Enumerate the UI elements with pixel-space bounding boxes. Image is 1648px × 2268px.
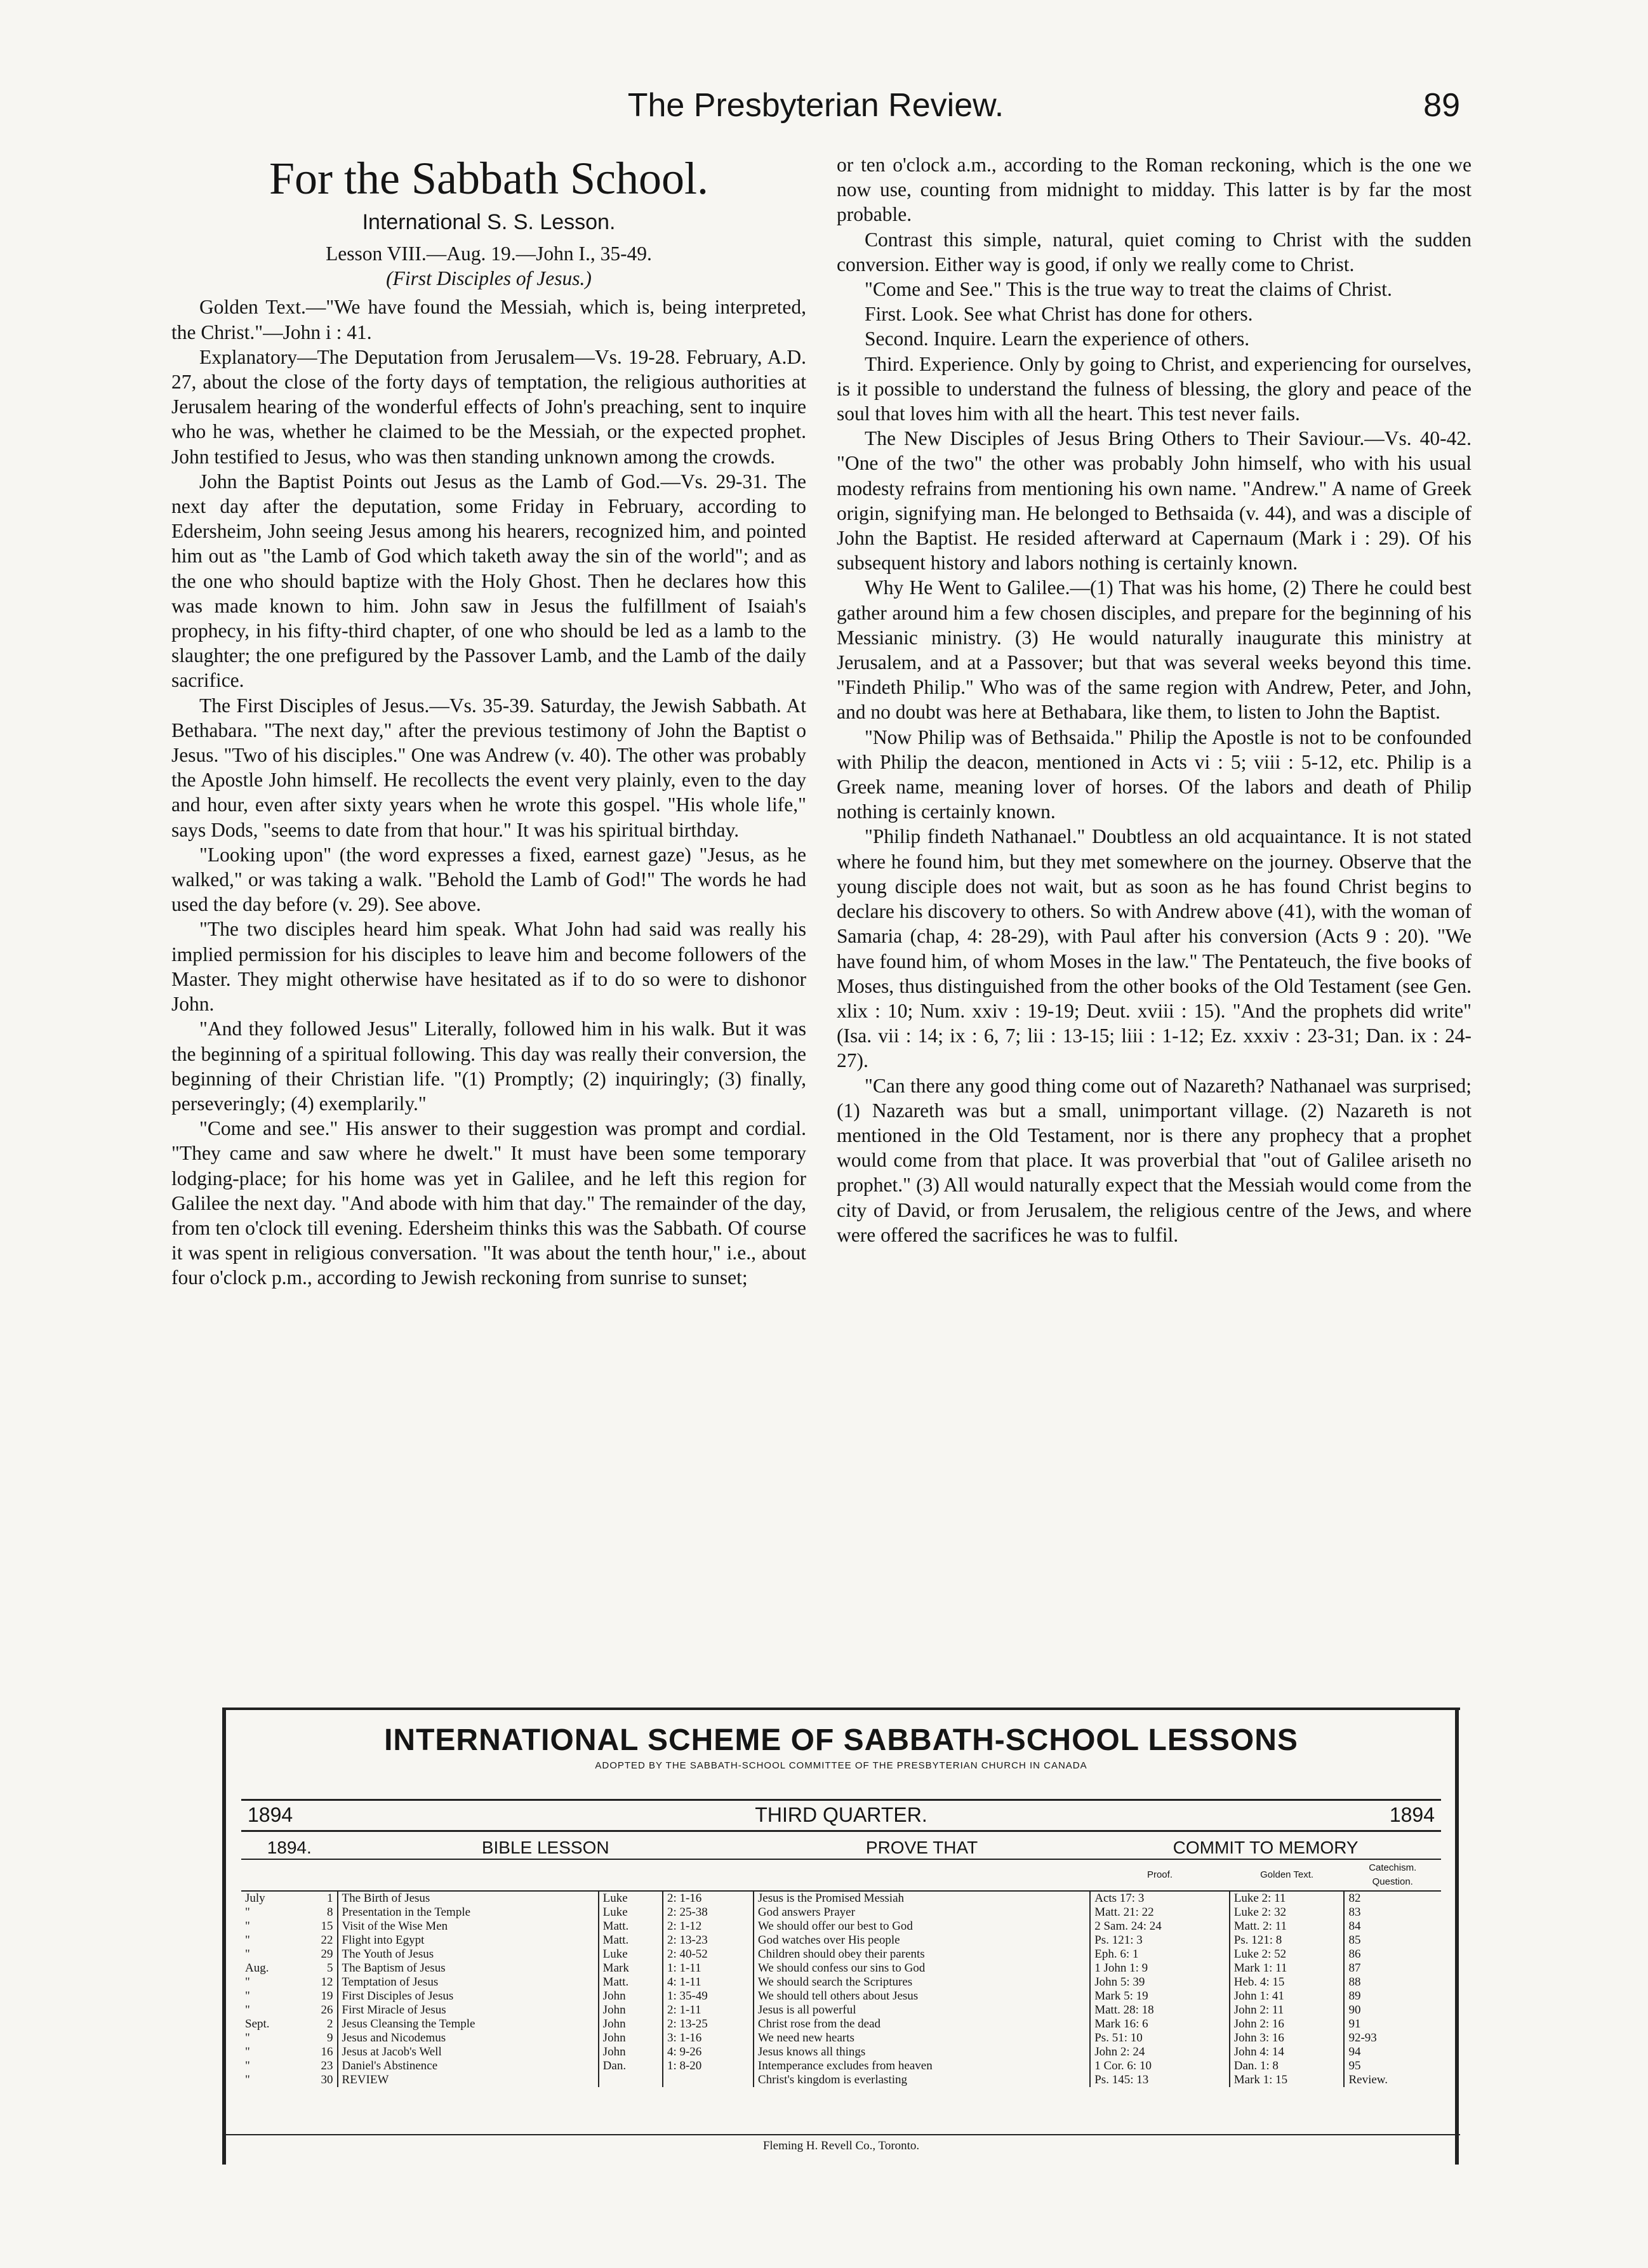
cell-reference: 4: 1-11	[663, 1975, 754, 1989]
paragraph: "Come and see." His answer to their suggestion was prompt and cordial. "They came and saw where he dwelt." It must have been some temporary lodging-place; for his home was yet in Galilee, and he left this region for Galilee the next day. "And abode with him that day." The remainder of the day, from ten o'clock till evening. Edersheim thinks this was the Sabbath. Of course it was spent in religious conversation. "It was about the tenth hour," i.e., about four o'clock p.m., according to Jewish reckoning from sunrise to sunset;	[171, 1117, 806, 1289]
cell-catechism: 94	[1344, 2045, 1441, 2059]
cell-reference: 2: 25-38	[663, 1906, 754, 1920]
table-row	[241, 1891, 1441, 1906]
quarter-label: THIRD QUARTER.	[755, 1803, 927, 1826]
paragraph: The First Disciples of Jesus.—Vs. 35-39. Saturday, the Jewish Sabbath. At Bethabara. "The next day," after the previous testimony of John the Baptist o Jesus. "Two of his disciples." One was Andrew (v. 40). The other was probably the Apostle John himself. He recollects the event very plainly, even to the day and hour, even after sixty years when he wrote this gospel. "His whole life," says Dods, "seems to date from that hour." It was his spiritual birthday.	[171, 694, 806, 841]
paragraph: Contrast this simple, natural, quiet coming to Christ with the sudden conversion. Either way is good, if only we really come to Christ.	[837, 228, 1472, 275]
cell-day: 22	[321, 1933, 333, 1947]
cell-lesson-title: Daniel's Abstinence	[338, 2059, 599, 2073]
cell-proof: 2 Sam. 24: 24	[1090, 1920, 1230, 1933]
cell-proof: Eph. 6: 1	[1090, 1947, 1230, 1961]
scheme-adopted-note: ADOPTED BY THE SABBATH-SCHOOL COMMITTEE OF THE PRESBYTERIAN CHURCH IN CANADA	[595, 1760, 1087, 1771]
golden-text-header: Golden Text.	[1230, 1859, 1345, 1891]
cell-lesson-title: Visit of the Wise Men	[338, 1920, 599, 1933]
cell-golden-text: John 3: 16	[1230, 2031, 1345, 2045]
cell-catechism: 91	[1344, 2017, 1441, 2031]
year-left: 1894	[248, 1803, 293, 1826]
cell-day: 19	[321, 1989, 333, 2003]
cell-catechism: 88	[1344, 1975, 1441, 1989]
cell-proof: 1 John 1: 9	[1090, 1961, 1230, 1975]
lessons-table	[241, 1837, 1441, 2087]
paragraph: Third. Experience. Only by going to Christ, and experiencing for ourselves, is it possible to understand the fulness of blessing, the glory and peace of the soul that loves him with all the heart. This test never fails.	[837, 352, 1472, 425]
cell-proof: Matt. 21: 22	[1090, 1906, 1230, 1920]
cell-book: Dan.	[599, 2059, 663, 2073]
lesson-line: Lesson VIII.—Aug. 19.—John I., 35-49.	[326, 242, 652, 265]
cell-reference: 3: 1-16	[663, 2031, 754, 2045]
paragraph: "Can there any good thing come out of Nazareth? Nathanael was surprised; (1) Nazareth was but a small, unimportant village. (2) Nazareth is not mentioned in the Old Testament, nor is there any prophecy that a prophet would come from that place. It was proverbial that "out of Galilee ariseth no prophet." (3) All would naturally expect that the Messiah would come from the city of David, or from Jerusalem, the religious centre of the Jews, and where were offered the sacrifices he was to fulfil.	[837, 1074, 1472, 1246]
cell-month: "	[245, 2059, 250, 2072]
cell-day: 8	[327, 1906, 333, 1919]
right-column	[837, 152, 1472, 1247]
table-row	[241, 1989, 1441, 2003]
cell-reference	[663, 2073, 754, 2087]
paragraph: "The two disciples heard him speak. What John had said was really his implied permission for his disciples to leave him and become followers of the Master. They might otherwise have hesitated as if to do so were to dishonor John.	[171, 918, 806, 1016]
cell-lesson-title: Jesus at Jacob's Well	[338, 2045, 599, 2059]
cell-catechism: 83	[1344, 1906, 1441, 1920]
year-header: 1894.	[241, 1837, 338, 1859]
cell-catechism: 86	[1344, 1947, 1441, 1961]
cell-lesson-title: Flight into Egypt	[338, 1933, 599, 1947]
cell-day: 23	[321, 2059, 333, 2072]
year-right: 1894	[1389, 1803, 1435, 1826]
cell-golden-text: Dan. 1: 8	[1230, 2059, 1345, 2073]
cell-day: 12	[321, 1975, 333, 1989]
page-number: 89	[1423, 87, 1460, 124]
cell-book: Matt.	[599, 1975, 663, 1989]
cell-book: Matt.	[599, 1920, 663, 1933]
left-column	[171, 152, 806, 1290]
cell-book: Luke	[599, 1947, 663, 1961]
cell-prove-that: God watches over His people	[754, 1933, 1090, 1947]
cell-catechism: 82	[1344, 1891, 1441, 1906]
cell-reference: 1: 8-20	[663, 2059, 754, 2073]
cell-prove-that: We should confess our sins to God	[754, 1961, 1090, 1975]
table-row	[241, 2059, 1441, 2073]
commit-header: COMMIT TO MEMORY	[1090, 1837, 1441, 1859]
cell-catechism: 89	[1344, 1989, 1441, 2003]
cell-catechism: 95	[1344, 2059, 1441, 2073]
table-row	[241, 1947, 1441, 1961]
cell-reference: 2: 1-16	[663, 1891, 754, 1906]
table-row	[241, 2003, 1441, 2017]
cell-month: July	[245, 1892, 265, 1905]
lessons-body	[241, 1891, 1441, 2087]
cell-reference: 2: 1-11	[663, 2003, 754, 2017]
table-header-row	[241, 1837, 1441, 1859]
cell-book: Luke	[599, 1891, 663, 1906]
cell-month: "	[245, 1920, 250, 1933]
cell-prove-that: Christ rose from the dead	[754, 2017, 1090, 2031]
cell-book: Matt.	[599, 1933, 663, 1947]
cell-lesson-title: First Disciples of Jesus	[338, 1989, 599, 2003]
cell-book	[599, 2073, 663, 2087]
paragraph: or ten o'clock a.m., according to the Roman reckoning, which is the one we now use, counting from midnight to midday. This latter is by far the most probable.	[837, 154, 1472, 226]
cell-golden-text: John 1: 41	[1230, 1989, 1345, 2003]
cell-day: 16	[321, 2045, 333, 2059]
cell-proof: Ps. 51: 10	[1090, 2031, 1230, 2045]
scheme-title: INTERNATIONAL SCHEME OF SABBATH-SCHOOL LESSONS	[384, 1723, 1298, 1757]
table-row	[241, 1933, 1441, 1947]
cell-golden-text: Luke 2: 11	[1230, 1891, 1345, 1906]
cell-month: "	[245, 2003, 250, 2017]
cell-lesson-title: First Miracle of Jesus	[338, 2003, 599, 2017]
cell-lesson-title: Jesus and Nicodemus	[338, 2031, 599, 2045]
paragraph: Explanatory—The Deputation from Jerusalem—Vs. 19-28. February, A.D. 27, about the close of the forty days of temptation, the religious authorities at Jerusalem hearing of the wonderful effects of John's preaching, sent to inquire who he was, whether he claimed to be the Messiah, or the expected prophet. John testified to Jesus, who was then standing unknown among the crowds.	[171, 345, 806, 468]
table-row	[241, 1920, 1441, 1933]
paragraph: Golden Text.—"We have found the Messiah, which is, being interpreted, the Christ."—John i : 41.	[171, 296, 806, 343]
publisher-footnote: Fleming H. Revell Co., Toronto.	[222, 2134, 1460, 2153]
cell-proof: Matt. 28: 18	[1090, 2003, 1230, 2017]
cell-prove-that: Jesus is the Promised Messiah	[754, 1891, 1090, 1906]
table-row	[241, 1975, 1441, 1989]
cell-day: 30	[321, 2073, 333, 2086]
cell-golden-text: John 4: 14	[1230, 2045, 1345, 2059]
cell-month: "	[245, 1975, 250, 1989]
cell-day: 29	[321, 1947, 333, 1961]
cell-catechism: 84	[1344, 1920, 1441, 1933]
cell-book: Luke	[599, 1906, 663, 1920]
cell-reference: 2: 1-12	[663, 1920, 754, 1933]
cell-catechism: 90	[1344, 2003, 1441, 2017]
cell-reference: 1: 35-49	[663, 1989, 754, 2003]
cell-prove-that: We should tell others about Jesus	[754, 1989, 1090, 2003]
catechism-header: Catechism. Question.	[1344, 1859, 1441, 1891]
quarter-row	[241, 1799, 1441, 1832]
section-title: For the Sabbath School.	[269, 153, 708, 204]
cell-golden-text: Matt. 2: 11	[1230, 1920, 1345, 1933]
paragraph: "And they followed Jesus" Literally, followed him in his walk. But it was the beginning of a spiritual following. This day was really their conversion, the beginning of their Christian life. "(1) Promptly; (2) inquiringly; (3) finally, perseveringly; (4) exemplarily."	[171, 1018, 806, 1115]
cell-reference: 4: 9-26	[663, 2045, 754, 2059]
cell-golden-text: Mark 1: 15	[1230, 2073, 1345, 2087]
cell-day: 2	[327, 2017, 333, 2031]
running-header	[171, 81, 1460, 132]
cell-proof: Ps. 145: 13	[1090, 2073, 1230, 2087]
cell-catechism: Review.	[1344, 2073, 1441, 2087]
paragraph: "Come and See." This is the true way to treat the claims of Christ.	[865, 278, 1392, 301]
cell-proof: Mark 16: 6	[1090, 2017, 1230, 2031]
cell-lesson-title: The Youth of Jesus	[338, 1947, 599, 1961]
cell-month: "	[245, 1933, 250, 1947]
lesson-subtitle: (First Disciples of Jesus.)	[386, 267, 592, 290]
table-row	[241, 1961, 1441, 1975]
cell-book: John	[599, 2045, 663, 2059]
cell-month: Sept.	[245, 2017, 270, 2031]
cell-golden-text: John 2: 16	[1230, 2017, 1345, 2031]
cell-golden-text: Luke 2: 52	[1230, 1947, 1345, 1961]
lesson-scheme	[222, 1708, 1460, 2167]
cell-proof: John 2: 24	[1090, 2045, 1230, 2059]
cell-month: "	[245, 2045, 250, 2059]
cell-golden-text: John 2: 11	[1230, 2003, 1345, 2017]
cell-prove-that: Jesus knows all things	[754, 2045, 1090, 2059]
table-row	[241, 2031, 1441, 2045]
cell-proof: 1 Cor. 6: 10	[1090, 2059, 1230, 2073]
cell-day: 1	[327, 1892, 333, 1905]
cell-book: Mark	[599, 1961, 663, 1975]
cell-month: "	[245, 2031, 250, 2045]
cell-catechism: 92-93	[1344, 2031, 1441, 2045]
cell-prove-that: Christ's kingdom is everlasting	[754, 2073, 1090, 2087]
cell-lesson-title: Jesus Cleansing the Temple	[338, 2017, 599, 2031]
paragraph: Why He Went to Galilee.—(1) That was his home, (2) There he could best gather around him a few chosen disciples, and prepare for the beginning of his Messianic ministry. (3) He would naturally inaugurate this ministry at Jerusalem, and at a Passover; but that was several weeks beyond this time. "Findeth Philip." Who was of the same region with Andrew, Peter, and John, and no doubt was here at Bethabara, like them, to listen to John the Baptist.	[837, 576, 1472, 724]
cell-day: 9	[327, 2031, 333, 2045]
cell-lesson-title: The Birth of Jesus	[338, 1891, 599, 1906]
cell-book: John	[599, 1989, 663, 2003]
paragraph: First. Look. See what Christ has done for others.	[865, 303, 1253, 326]
cell-proof: Mark 5: 19	[1090, 1989, 1230, 2003]
cell-golden-text: Luke 2: 32	[1230, 1906, 1345, 1920]
cell-golden-text: Ps. 121: 8	[1230, 1933, 1345, 1947]
cell-month: Aug.	[245, 1961, 269, 1975]
table-row	[241, 2045, 1441, 2059]
cell-prove-that: Jesus is all powerful	[754, 2003, 1090, 2017]
cell-day: 15	[321, 1920, 333, 1933]
cell-day: 26	[321, 2003, 333, 2017]
paragraph: "Philip findeth Nathanael." Doubtless an old acquaintance. It is not stated where he found him, but they met somewhere on the journey. Observe that the young disciple does not wait, but as soon as he has found Christ begins to declare his discovery to others. So with Andrew above (41), with the woman of Samaria (chap, 4: 28-29), with Paul after his conversion (Acts 9 : 20). "We have found him, of whom Moses in the law." The Pentateuch, the five books of Moses, thus distinguished from the other books of the Old Testament (see Gen. xlix : 10; Num. xxiv : 19-19; Deut. xviii : 15). "And the prophets did write" (Isa. vii : 14; ix : 6, 7; lii : 13-15; liii : 1-12; Ez. xxxiv : 23-31; Dan. ix : 24-27).	[837, 825, 1472, 1072]
cell-prove-that: Children should obey their parents	[754, 1947, 1090, 1961]
cell-prove-that: We need new hearts	[754, 2031, 1090, 2045]
cell-month: "	[245, 1989, 250, 2003]
cell-month: "	[245, 1947, 250, 1961]
proof-header: Proof.	[1090, 1859, 1230, 1891]
paragraph: "Looking upon" (the word expresses a fixed, earnest gaze) "Jesus, as he walked," or was taking a walk. "Behold the Lamb of God!" The words he had used the day before (v. 29). See above.	[171, 843, 806, 916]
cell-month: "	[245, 1906, 250, 1919]
paragraph: "Now Philip was of Bethsaida." Philip the Apostle is not to be confounded with Philip the deacon, mentioned in Acts vi : 5; viii : 5-12, etc. Philip is a Greek name, meaning lover of horses. Of the labors and death of Philip nothing is certainly known.	[837, 726, 1472, 823]
table-row	[241, 2017, 1441, 2031]
cell-lesson-title: The Baptism of Jesus	[338, 1961, 599, 1975]
table-subheader-row	[241, 1859, 1441, 1891]
table-row	[241, 2073, 1441, 2087]
cell-lesson-title: REVIEW	[338, 2073, 599, 2087]
cell-reference: 2: 13-23	[663, 1933, 754, 1947]
cell-reference: 2: 40-52	[663, 1947, 754, 1961]
table-row	[241, 1906, 1441, 1920]
cell-proof: Acts 17: 3	[1090, 1891, 1230, 1906]
cell-prove-that: God answers Prayer	[754, 1906, 1090, 1920]
section-subtitle: International S. S. Lesson.	[362, 210, 616, 234]
cell-lesson-title: Presentation in the Temple	[338, 1906, 599, 1920]
cell-reference: 1: 1-11	[663, 1961, 754, 1975]
cell-reference: 2: 13-25	[663, 2017, 754, 2031]
paragraph: The New Disciples of Jesus Bring Others to Their Saviour.—Vs. 40-42. "One of the two" the other was probably John himself, who with his usual modesty refrains from mentioning his own name. "Andrew." A name of Greek origin, signifying man. He belonged to Bethsaida (v. 44), and was a disciple of John the Baptist. He resided afterward at Capernaum (Mark i : 29). Of his subsequent history and labors nothing is certainly known.	[837, 427, 1472, 574]
cell-lesson-title: Temptation of Jesus	[338, 1975, 599, 1989]
cell-month: "	[245, 2073, 250, 2086]
cell-proof: Ps. 121: 3	[1090, 1933, 1230, 1947]
cell-golden-text: Heb. 4: 15	[1230, 1975, 1345, 1989]
question-label: Question.	[1372, 1876, 1413, 1887]
prove-that-header: PROVE THAT	[754, 1837, 1090, 1859]
cell-book: John	[599, 2003, 663, 2017]
cell-prove-that: We should search the Scriptures	[754, 1975, 1090, 1989]
cell-book: John	[599, 2017, 663, 2031]
journal-title: The Presbyterian Review.	[627, 87, 1004, 124]
cell-catechism: 87	[1344, 1961, 1441, 1975]
cell-prove-that: We should offer our best to God	[754, 1920, 1090, 1933]
paragraph: John the Baptist Points out Jesus as the Lamb of God.—Vs. 29-31. The next day after the deputation, some Friday in February, according to Edersheim, John seeing Jesus among his hearers, recognized him, and pointed him out as "the Lamb of God which taketh away the sin of the world"; and as the one who should baptize with the Holy Ghost. Then he declares how this was made known to him. John saw in Jesus the fulfillment of Isaiah's prophecy, in his fifty-third chapter, of one who should be led as a lamb to the slaughter; the one prefigured by the Passover Lamb, and the Lamb of the daily sacrifice.	[171, 470, 806, 692]
cell-golden-text: Mark 1: 11	[1230, 1961, 1345, 1975]
paragraph: Second. Inquire. Learn the experience of others.	[865, 328, 1250, 350]
cell-proof: John 5: 39	[1090, 1975, 1230, 1989]
cell-prove-that: Intemperance excludes from heaven	[754, 2059, 1090, 2073]
bible-lesson-header: BIBLE LESSON	[338, 1837, 754, 1859]
cell-catechism: 85	[1344, 1933, 1441, 1947]
cell-day: 5	[327, 1961, 333, 1975]
cell-book: John	[599, 2031, 663, 2045]
